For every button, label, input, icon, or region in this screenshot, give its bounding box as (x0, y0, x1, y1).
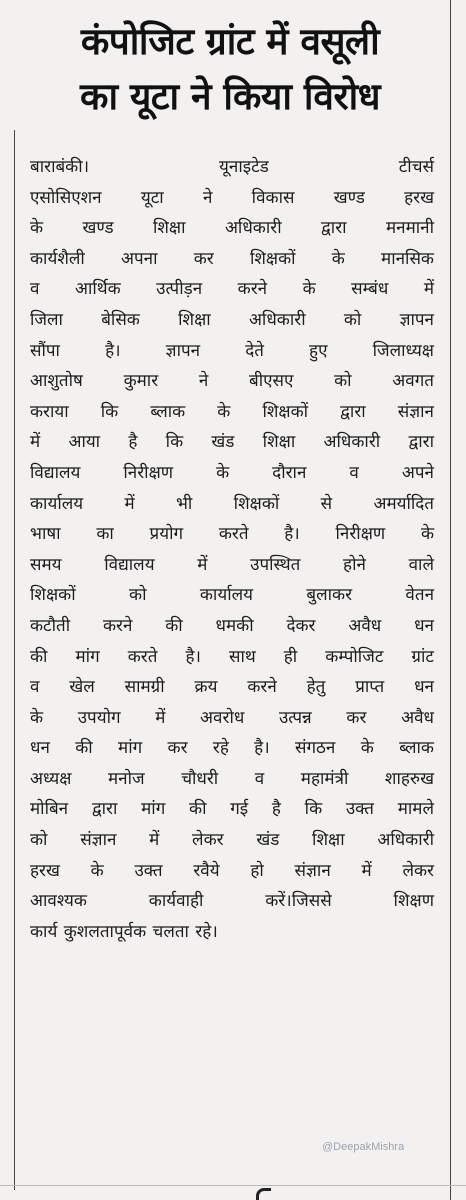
watermark-handle: @DeepakMishra (322, 1141, 405, 1153)
body-line: विद्यालय निरीक्षण के दौरान व अपने (30, 462, 434, 483)
body-line: के खण्ड शिक्षा अधिकारी द्वारा मनमानी (30, 218, 434, 239)
cropped-glyph-shape (256, 1188, 271, 1200)
body-line: धन की मांग कर रहे है। संगठन के ब्लाक (30, 738, 434, 759)
body-line: कार्यालय में भी शिक्षकों से अमर्यादित (30, 493, 434, 514)
body-line: कटौती करने की धमकी देकर अवैध धन (30, 615, 434, 636)
body-line: आवश्यक कार्यवाही करें।जिससे शिक्षण (30, 891, 434, 912)
body-line: मोबिन द्वारा मांग की गई है कि उक्त मामले (30, 799, 434, 820)
article-body (30, 152, 434, 947)
column-rule-left (14, 130, 15, 1190)
bottom-divider (0, 1185, 466, 1186)
body-line: जिला बेसिक शिक्षा अधिकारी को ज्ञापन (30, 309, 434, 330)
next-article-fragment-icon (250, 1186, 274, 1200)
body-line: के उपयोग में अवरोध उत्पन्न कर अवैध (30, 707, 434, 728)
body-line: सौंपा है। ज्ञापन देते हुए जिलाध्यक्ष (30, 340, 434, 361)
body-line: में आया है कि खंड शिक्षा अधिकारी द्वारा (30, 432, 434, 453)
body-line: भाषा का प्रयोग करते है। निरीक्षण के (30, 524, 434, 545)
body-line-last: कार्य कुशलतापूर्वक चलता रहे। (30, 921, 218, 942)
body-line: आशुतोष कुमार ने बीएसए को अवगत (30, 371, 434, 392)
body-line: शिक्षकों को कार्यालय बुलाकर वेतन (30, 585, 434, 606)
body-line: समय विद्यालय में उपस्थित होने वाले (30, 554, 434, 575)
body-line: अध्यक्ष मनोज चौधरी व महामंत्री शाहरुख (30, 768, 434, 789)
column-rule-right (450, 0, 451, 1200)
body-line: कार्यशैली अपना कर शिक्षकों के मानसिक (30, 248, 434, 269)
body-line: व आर्थिक उत्पीड़न करने के सम्बंध में (30, 279, 434, 300)
headline-line-2: का यूटा ने किया विरोध (80, 75, 380, 118)
article-headline (20, 14, 440, 124)
body-line: हरख के उक्त रवैये हो संज्ञान में लेकर (30, 860, 434, 881)
body-line: को संज्ञान में लेकर खंड शिक्षा अधिकारी (30, 830, 434, 851)
body-line: बाराबंकी। यूनाइटेड टीचर्स (30, 157, 434, 177)
body-line: एसोसिएशन यूटा ने विकास खण्ड हरख (30, 187, 434, 208)
body-line: की मांग करते है। साथ ही कम्पोजिट ग्रांट (30, 646, 434, 667)
headline-line-1: कंपोजिट ग्रांट में वसूली (80, 20, 380, 63)
body-line: कराया कि ब्लाक के शिक्षकों द्वारा संज्ञान (30, 401, 434, 422)
body-line: व खेल सामग्री क्रय करने हेतु प्राप्त धन (30, 677, 434, 698)
